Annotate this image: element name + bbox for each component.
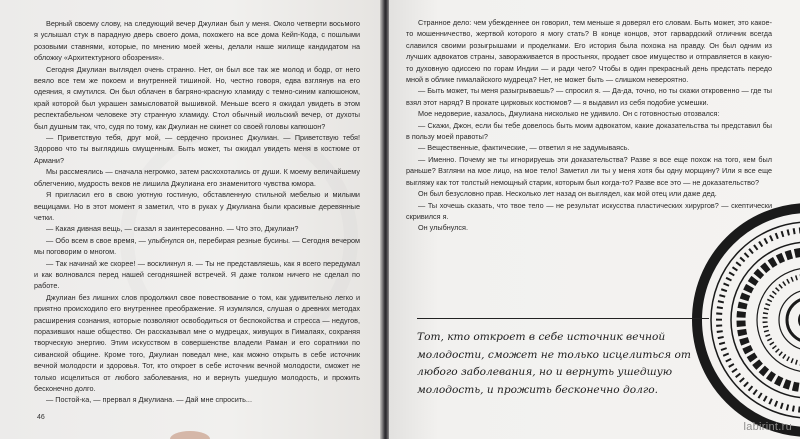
paragraph: Мое недоверие, казалось, Джулиана нисколько не удивило. Он с готовностью отозвался:	[418, 109, 720, 119]
paragraph: — Быть может, ты меня разыгрываешь? — спросил я. — Да-да, точно, но ты скажи откровенно — где ты взял этот наряд? В прокате цирковых костюмов? — я выдавил из себя подобие усмешки.	[406, 86, 772, 107]
paragraph: — Ты хочешь сказать, что твое тело — не результат искусства пластических хирургов? — скептически скривился я.	[406, 200, 772, 221]
paragraph: Верный своему слову, на следующий вечер Джулиан был у меня. Около четверти восьмого я услышал стук в парадную дверь своего дома, похожего на все дома Кейп-Кода, с пошлыми розовыми ставнями, которые, по мнению моей жены, делали наше жилище кандидатом на обложку «Архитектурного обозрения».	[34, 19, 360, 63]
paragraph: — Так начинай же скорее! — воскликнул я. — Ты не представляешь, как я всего передумал и как волновался перед нашей сегодняшней встречей. Я даже толком ничего не сделал по работе.	[34, 258, 360, 291]
paragraph: Он был безусловно прав. Несколько лет назад он выглядел, как мой отец или даже дед.	[418, 189, 717, 199]
pull-quote	[417, 318, 709, 399]
left-page	[0, 0, 382, 439]
paragraph: Джулиан без лишних слов продолжил свое повествование о том, как удивительно легко и приятно происходило его внутреннее преображение. Я изумлялся, слушая о древних методах расширения сознания, которые позволяют освободиться от беспокойства и стресса — недугов, поразивших наше общество. Он рассказывал мне о мудрецах, живущих в Гималаях, сохраняя творческую энергию. Этим искусством в совершенстве владели Раман и его соратники по сиванской общине. Кроме того, Джулиан поведал мне, как можно открыть в себе источник вечной молодости и здоровья. Тот, кто откроет в себе источник вечной молодости, сможет не только исцелиться от любого заболевания, но и вернуть ушедшую молодость, и прожить бесконечно долго.	[34, 292, 360, 393]
paragraph: — Обо всем в свое время, — улыбнулся он, перебирая резные бусины. — Сегодня вечером мы поговорим о многом.	[34, 235, 360, 257]
paragraph: — Какая дивная вещь, — сказал я заинтересованно. — Что это, Джулиан?	[46, 224, 299, 234]
paragraph: Мы рассмеялись — сначала негромко, затем расхохотались от души. К моему величайшему облегчению, мудрость веков не лишила Джулиана его знаменитого чувства юмора.	[34, 167, 360, 188]
paragraph: — Скажи, Джон, если бы тебе довелось быть моим адвокатом, какие доказательства ты представил бы в пользу моей правоты?	[406, 120, 772, 142]
reader-thumb	[170, 431, 210, 439]
paragraph: Он улыбнулся.	[418, 223, 468, 233]
paragraph: — Вещественные, фактические, — ответил я не задумываясь.	[418, 143, 630, 153]
paragraph: Странное дело: чем убежденнее он говорил, тем меньше я доверял его словам. Быть может, это какое-то мошенничество, жертвой которого я могу стать? В конце концов, этот гарвардский отличник всегда славился своими розыгрышами и проделками. Его история была похожа на правду. Он был одним из лучших адвокатов страны, завораживается в простынях, продает свое имущество и отправляется в какую-то духовную одиссею по горам Индии — и ради чего? Чтобы в один прекрасный день предстать передо мной в облике гималайского мудреца? Нет, не может быть — слишком невероятно.	[406, 18, 772, 85]
paragraph: — Именно. Почему же ты игнорируешь эти доказательства? Разве я все еще похож на того, кем был раньше? Взгляни на мое лицо, на мое тело! Заметил ли ты у меня хотя бы одну морщину? Или я все еще выгляжу как тот толстый немощный старик, которым был когда-то? Разве все это — не доказательство?	[406, 154, 772, 187]
paragraph: — Приветствую тебя, друг мой, — сердечно произнес Джулиан. — Приветствую тебя! Здорово что ты выглядишь смущенным. Быть может, ты ожидал увидеть меня в костюме от Армани?	[34, 133, 360, 165]
left-page-body-text	[34, 18, 360, 406]
paragraph: Я пригласил его в свою уютную гостиную, обставленную стильной мебелью и милыми вещицами. Но в этот момент я заметил, что в руках у Джулиана были красивые деревянные четки.	[34, 190, 360, 222]
pull-quote-text: Тот, кто откроет в себе источник вечной молодости, сможет не только исцелиться от любого заболевания, но и вернуть ушедшую молодость, и прожить бесконечно долго.	[417, 331, 691, 396]
watermark-brand: labirint.ru	[743, 421, 792, 433]
paragraph: — Постой-ка, — прервал я Джулиана. — Дай мне спросить...	[46, 395, 252, 405]
paragraph: Сегодня Джулиан выглядел очень странно. Нет, он был все так же молод и бодр, от него веяло все тем же покоем и внутренней тишиной. Но, честно говоря, едва взглянув на его одеяния, я смутился. Он был облачен в багряно-красную хламиду с темно-синим капюшоном, край которой был украшен замысловатой вышивкой. Меньше всего я ожидал увидеть в этом респектабельном человеке эту странную хламиду. Стол обычный июльский вечер, от духоты был душным так, что, судя по тому, как Джулиан не скинет со своей головы капюшон?	[34, 64, 360, 131]
right-page	[389, 0, 800, 439]
page-number: 46	[37, 414, 45, 421]
